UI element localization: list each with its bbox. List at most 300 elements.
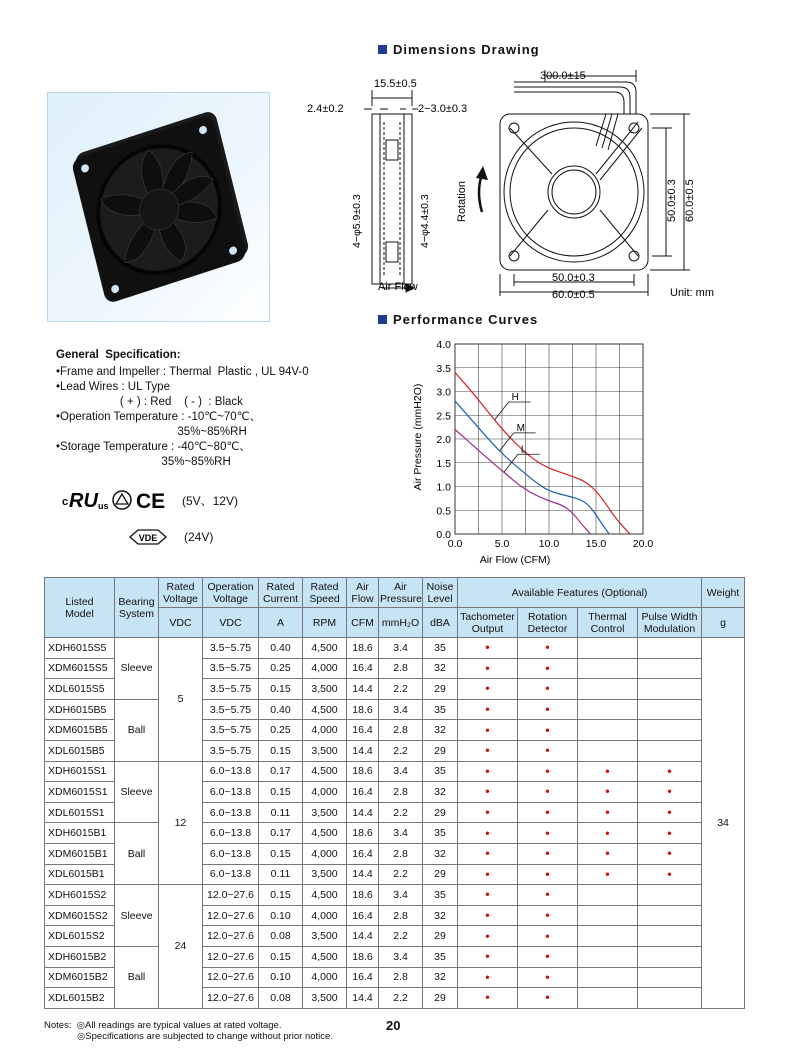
cell-feat-tacho — [458, 720, 518, 741]
cell-air-flow: 18.6 — [347, 946, 379, 967]
cell-rated-current: 0.10 — [259, 967, 303, 988]
feature-dot-icon: • — [485, 722, 490, 737]
cell-feat-tacho — [458, 864, 518, 885]
general-specification — [56, 348, 356, 470]
table-row — [45, 761, 745, 782]
cell-bearing: Sleeve — [115, 638, 159, 700]
th-unit-op-voltage: VDC — [203, 608, 259, 638]
feature-dot-icon: • — [667, 866, 672, 881]
th-feat-pwm: Pulse Width Modulation — [638, 608, 702, 638]
cell-rated-current: 0.17 — [259, 823, 303, 844]
square-bullet-icon — [378, 315, 387, 324]
th-feat-thermal: Thermal Control — [578, 608, 638, 638]
cell-air-pressure: 2.2 — [379, 926, 423, 947]
cell-rated-speed: 3,500 — [303, 988, 347, 1009]
cell-rated-speed: 3,500 — [303, 926, 347, 947]
feature-dot-icon: • — [545, 681, 550, 696]
cell-operation-voltage: 12.0~27.6 — [203, 905, 259, 926]
cell-rated-speed: 4,500 — [303, 885, 347, 906]
cell-feat-tacho — [458, 761, 518, 782]
chart-x-tick-label: 5.0 — [494, 538, 510, 550]
feature-dot-icon: • — [485, 640, 490, 655]
chart-y-tick-label: 0.0 — [436, 529, 451, 541]
cert-voltage-2: (24V) — [184, 530, 214, 544]
cell-feat-pwm — [638, 802, 702, 823]
cell-noise: 29 — [423, 679, 458, 700]
ul-ce-logos-icon — [62, 488, 172, 512]
cell-model: XDM6015B5 — [45, 720, 115, 741]
th-features: Available Features (Optional) — [458, 578, 702, 608]
feature-dot-icon: • — [485, 702, 490, 717]
chart-y-tick-label: 2.5 — [436, 410, 451, 423]
feature-dot-icon: • — [605, 784, 610, 799]
cell-rated-speed: 4,500 — [303, 823, 347, 844]
cell-rated-current: 0.08 — [259, 988, 303, 1009]
cell-air-flow: 14.4 — [347, 864, 379, 885]
cell-feat-rotation — [518, 802, 578, 823]
cell-rated-current: 0.15 — [259, 843, 303, 864]
cell-feat-thermal — [578, 885, 638, 906]
cell-feat-rotation — [518, 988, 578, 1009]
note-1: ◎All readings are typical values at rated voltage. — [76, 1020, 282, 1031]
cell-feat-rotation — [518, 658, 578, 679]
chart-y-tick-label: 1.5 — [436, 457, 451, 470]
cell-feat-thermal — [578, 843, 638, 864]
cell-feat-pwm — [638, 761, 702, 782]
feature-dot-icon: • — [485, 887, 490, 902]
cell-rated-current: 0.10 — [259, 905, 303, 926]
cell-rated-speed: 3,500 — [303, 864, 347, 885]
cell-feat-thermal — [578, 823, 638, 844]
cell-bearing: Ball — [115, 946, 159, 1008]
cell-noise: 29 — [423, 988, 458, 1009]
cell-rated-voltage: 5 — [159, 638, 203, 762]
cell-feat-pwm — [638, 823, 702, 844]
cell-noise: 35 — [423, 823, 458, 844]
cell-feat-tacho — [458, 885, 518, 906]
cell-air-pressure: 2.8 — [379, 843, 423, 864]
cell-feat-tacho — [458, 658, 518, 679]
cell-noise: 29 — [423, 864, 458, 885]
cell-air-pressure: 3.4 — [379, 638, 423, 659]
cell-air-pressure: 2.8 — [379, 905, 423, 926]
cell-rated-speed: 4,000 — [303, 843, 347, 864]
th-operation-voltage: Operation Voltage — [203, 578, 259, 608]
feature-dot-icon: • — [667, 846, 672, 861]
cell-model: XDL6015S5 — [45, 679, 115, 700]
th-unit-noise: dBA — [423, 608, 458, 638]
note-2: ◎Specifications are subjected to change without prior notice. — [77, 1031, 333, 1042]
th-unit-weight: g — [702, 608, 745, 638]
cell-feat-pwm — [638, 679, 702, 700]
cell-operation-voltage: 3.5~5.75 — [203, 638, 259, 659]
chart-series-line-M — [455, 401, 609, 534]
feature-dot-icon: • — [605, 866, 610, 881]
cell-feat-pwm — [638, 740, 702, 761]
feature-dot-icon: • — [545, 743, 550, 758]
cell-feat-pwm — [638, 638, 702, 659]
svg-text:CE: CE — [136, 490, 166, 512]
cell-air-pressure: 2.8 — [379, 658, 423, 679]
feature-dot-icon: • — [545, 846, 550, 861]
cell-feat-rotation — [518, 885, 578, 906]
spec-line: •Lead Wires : UL Type — [56, 381, 170, 393]
cell-air-pressure: 2.8 — [379, 782, 423, 803]
feature-dot-icon: • — [545, 928, 550, 943]
cell-air-flow: 18.6 — [347, 638, 379, 659]
cell-rated-current: 0.15 — [259, 946, 303, 967]
feature-dot-icon: • — [485, 743, 490, 758]
feature-dot-icon: • — [667, 825, 672, 840]
cell-model: XDL6015S1 — [45, 802, 115, 823]
cell-air-flow: 14.4 — [347, 802, 379, 823]
cell-model: XDM6015B1 — [45, 843, 115, 864]
cell-feat-thermal — [578, 864, 638, 885]
cell-noise: 35 — [423, 946, 458, 967]
svg-text:c: c — [62, 496, 69, 508]
dim-side-width: 15.5±0.5 — [374, 78, 417, 90]
cell-feat-thermal — [578, 988, 638, 1009]
dim-front-w2: 60.0±0.5 — [552, 289, 595, 301]
cell-noise: 35 — [423, 699, 458, 720]
cell-noise: 32 — [423, 782, 458, 803]
th-weight: Weight — [702, 578, 745, 608]
cell-rated-speed: 3,500 — [303, 740, 347, 761]
th-rated-current: Rated Current — [259, 578, 303, 608]
cell-rated-speed: 4,000 — [303, 658, 347, 679]
spec-line: •Storage Temperature : -40℃~80℃、 — [56, 441, 251, 453]
cell-rated-speed: 4,000 — [303, 967, 347, 988]
cell-air-flow: 16.4 — [347, 782, 379, 803]
cell-model: XDL6015B2 — [45, 988, 115, 1009]
table-row — [45, 638, 745, 659]
cell-feat-tacho — [458, 967, 518, 988]
dimensions-drawing — [300, 62, 740, 307]
feature-dot-icon: • — [545, 949, 550, 964]
cell-feat-tacho — [458, 905, 518, 926]
cell-rated-current: 0.11 — [259, 802, 303, 823]
cell-feat-thermal — [578, 967, 638, 988]
cell-bearing: Ball — [115, 699, 159, 761]
cell-air-pressure: 2.2 — [379, 988, 423, 1009]
cell-feat-rotation — [518, 761, 578, 782]
cell-model: XDH6015B1 — [45, 823, 115, 844]
feature-dot-icon: • — [545, 763, 550, 778]
cell-model: XDM6015S1 — [45, 782, 115, 803]
cell-noise: 35 — [423, 885, 458, 906]
cell-model: XDM6015S2 — [45, 905, 115, 926]
chart-label-leader — [495, 402, 509, 420]
cell-feat-pwm — [638, 988, 702, 1009]
cell-feat-pwm — [638, 864, 702, 885]
cell-model: XDH6015S5 — [45, 638, 115, 659]
cell-air-flow: 16.4 — [347, 720, 379, 741]
cell-feat-rotation — [518, 740, 578, 761]
cell-feat-rotation — [518, 823, 578, 844]
feature-dot-icon: • — [485, 825, 490, 840]
cell-air-pressure: 2.8 — [379, 720, 423, 741]
cell-feat-thermal — [578, 658, 638, 679]
cell-rated-current: 0.15 — [259, 885, 303, 906]
product-photo-frame — [47, 92, 270, 322]
notes-label: Notes: — [44, 1020, 72, 1031]
feature-dot-icon: • — [545, 887, 550, 902]
cell-rated-speed: 4,000 — [303, 782, 347, 803]
table-row — [45, 885, 745, 906]
cell-operation-voltage: 6.0~13.8 — [203, 761, 259, 782]
feature-dot-icon: • — [545, 640, 550, 655]
cell-feat-thermal — [578, 802, 638, 823]
th-unit-voltage: VDC — [159, 608, 203, 638]
feature-dot-icon: • — [545, 702, 550, 717]
spec-line: •Frame and Impeller : Thermal Plastic , UL 94V-0 — [56, 366, 309, 378]
cell-operation-voltage: 3.5~5.75 — [203, 679, 259, 700]
cell-air-pressure: 2.2 — [379, 864, 423, 885]
cell-rated-speed: 4,000 — [303, 905, 347, 926]
dimensions-section-title: Dimensions Drawing — [378, 42, 540, 57]
cell-feat-thermal — [578, 699, 638, 720]
cell-operation-voltage: 6.0~13.8 — [203, 782, 259, 803]
dim-side-left: 2.4±0.2 — [307, 103, 344, 115]
cell-operation-voltage: 6.0~13.8 — [203, 802, 259, 823]
feature-dot-icon: • — [485, 969, 490, 984]
footer-notes — [44, 1020, 333, 1042]
cell-feat-pwm — [638, 885, 702, 906]
rotation-arrow-icon — [479, 174, 482, 212]
cell-feat-thermal — [578, 679, 638, 700]
chart-x-tick-label: 20.0 — [632, 538, 654, 550]
cell-rated-speed: 4,000 — [303, 720, 347, 741]
cell-bearing: Sleeve — [115, 761, 159, 823]
cell-feat-tacho — [458, 802, 518, 823]
chart-series-label: L — [520, 444, 527, 456]
cell-feat-rotation — [518, 967, 578, 988]
dim-hole-right: 4−φ4.4±0.3 — [419, 194, 431, 248]
cell-operation-voltage: 3.5~5.75 — [203, 658, 259, 679]
feature-dot-icon: • — [605, 805, 610, 820]
chart-x-tick-label: 15.0 — [585, 538, 607, 550]
th-unit-speed: RPM — [303, 608, 347, 638]
cell-feat-thermal — [578, 926, 638, 947]
cell-feat-tacho — [458, 926, 518, 947]
cell-noise: 29 — [423, 802, 458, 823]
cell-noise: 32 — [423, 967, 458, 988]
table-row — [45, 946, 745, 967]
square-bullet-icon — [378, 45, 387, 54]
cell-air-flow: 18.6 — [347, 761, 379, 782]
table-row — [45, 823, 745, 844]
cell-feat-rotation — [518, 679, 578, 700]
feature-dot-icon: • — [545, 990, 550, 1005]
dim-lead-length: 300.0±15 — [540, 70, 586, 82]
cert-voltage-1: (5V、12V) — [182, 493, 239, 508]
specification-table — [44, 577, 745, 1009]
certification-row-2 — [128, 528, 213, 546]
cell-bearing: Ball — [115, 823, 159, 885]
cell-rated-current: 0.11 — [259, 864, 303, 885]
feature-dot-icon: • — [545, 660, 550, 675]
side-view — [364, 90, 418, 292]
air-flow-label: Air Flow — [378, 281, 418, 293]
cell-air-pressure: 3.4 — [379, 946, 423, 967]
feature-dot-icon: • — [485, 949, 490, 964]
cell-operation-voltage: 3.5~5.75 — [203, 699, 259, 720]
cell-air-flow: 14.4 — [347, 926, 379, 947]
cell-air-pressure: 2.8 — [379, 967, 423, 988]
cell-air-flow: 18.6 — [347, 885, 379, 906]
cell-noise: 32 — [423, 843, 458, 864]
feature-dot-icon: • — [605, 846, 610, 861]
cell-operation-voltage: 12.0~27.6 — [203, 885, 259, 906]
cell-operation-voltage: 6.0~13.8 — [203, 823, 259, 844]
chart-y-tick-label: 3.0 — [436, 386, 451, 399]
feature-dot-icon: • — [485, 763, 490, 778]
cell-feat-tacho — [458, 988, 518, 1009]
svg-text:us: us — [98, 501, 109, 511]
feature-dot-icon: • — [545, 969, 550, 984]
chart-y-tick-label: 1.0 — [436, 481, 451, 494]
th-unit-current: A — [259, 608, 303, 638]
cell-feat-thermal — [578, 782, 638, 803]
th-feat-tacho: Tachometer Output — [458, 608, 518, 638]
feature-dot-icon: • — [485, 846, 490, 861]
dim-front-w1: 50.0±0.3 — [552, 272, 595, 284]
cell-feat-rotation — [518, 926, 578, 947]
cell-feat-rotation — [518, 864, 578, 885]
cell-feat-pwm — [638, 782, 702, 803]
cell-model: XDH6015B5 — [45, 699, 115, 720]
unit-label: Unit: mm — [670, 287, 714, 299]
cell-noise: 29 — [423, 740, 458, 761]
spec-line: •Operation Temperature : -10℃~70℃、 — [56, 411, 262, 423]
cell-air-flow: 16.4 — [347, 967, 379, 988]
cell-feat-tacho — [458, 823, 518, 844]
cell-rated-voltage: 24 — [159, 885, 203, 1009]
cell-air-pressure: 2.2 — [379, 740, 423, 761]
cell-feat-thermal — [578, 946, 638, 967]
cell-rated-current: 0.15 — [259, 740, 303, 761]
cell-model: XDH6015B2 — [45, 946, 115, 967]
page-number: 20 — [386, 1018, 401, 1033]
cell-air-flow: 16.4 — [347, 658, 379, 679]
chart-x-tick-label: 0.0 — [447, 538, 463, 550]
cell-noise: 35 — [423, 638, 458, 659]
chart-y-tick-label: 3.5 — [436, 362, 451, 375]
feature-dot-icon: • — [485, 866, 490, 881]
cell-rated-speed: 4,500 — [303, 761, 347, 782]
cell-air-flow: 14.4 — [347, 988, 379, 1009]
th-air-pressure: Air Pressure — [379, 578, 423, 608]
th-noise: Noise Level — [423, 578, 458, 608]
cell-feat-thermal — [578, 720, 638, 741]
cell-feat-rotation — [518, 905, 578, 926]
cell-rated-current: 0.40 — [259, 638, 303, 659]
cell-noise: 35 — [423, 761, 458, 782]
cell-air-pressure: 3.4 — [379, 699, 423, 720]
cell-feat-tacho — [458, 843, 518, 864]
cell-rated-speed: 3,500 — [303, 679, 347, 700]
cell-feat-tacho — [458, 699, 518, 720]
cell-operation-voltage: 3.5~5.75 — [203, 740, 259, 761]
cell-feat-thermal — [578, 761, 638, 782]
feature-dot-icon: • — [545, 825, 550, 840]
cell-feat-pwm — [638, 926, 702, 947]
cell-feat-rotation — [518, 699, 578, 720]
chart-y-tick-label: 0.5 — [436, 505, 451, 518]
cell-air-pressure: 3.4 — [379, 823, 423, 844]
cell-feat-pwm — [638, 699, 702, 720]
feature-dot-icon: • — [485, 784, 490, 799]
cell-rated-current: 0.25 — [259, 658, 303, 679]
cell-noise: 29 — [423, 926, 458, 947]
cell-operation-voltage: 12.0~27.6 — [203, 946, 259, 967]
cell-feat-pwm — [638, 905, 702, 926]
cell-air-flow: 18.6 — [347, 699, 379, 720]
feature-dot-icon: • — [485, 660, 490, 675]
feature-dot-icon: • — [485, 805, 490, 820]
svg-text:VDE: VDE — [138, 533, 158, 543]
feature-dot-icon: • — [545, 908, 550, 923]
cell-feat-tacho — [458, 782, 518, 803]
front-view — [500, 70, 690, 296]
svg-text:RU: RU — [69, 490, 98, 512]
chart-y-tick-label: 4.0 — [436, 339, 451, 351]
cell-noise: 32 — [423, 905, 458, 926]
cell-bearing: Sleeve — [115, 885, 159, 947]
cell-operation-voltage: 12.0~27.6 — [203, 926, 259, 947]
cell-model: XDL6015S2 — [45, 926, 115, 947]
cell-rated-speed: 4,500 — [303, 638, 347, 659]
cell-feat-pwm — [638, 967, 702, 988]
cell-feat-rotation — [518, 720, 578, 741]
cell-model: XDM6015S5 — [45, 658, 115, 679]
cell-air-flow: 18.6 — [347, 823, 379, 844]
table-row — [45, 699, 745, 720]
th-unit-pressure: mmH₂O — [379, 608, 423, 638]
th-unit-flow: CFM — [347, 608, 379, 638]
cell-rated-current: 0.08 — [259, 926, 303, 947]
cell-operation-voltage: 6.0~13.8 — [203, 843, 259, 864]
feature-dot-icon: • — [485, 681, 490, 696]
chart-series-label: H — [511, 392, 519, 403]
feature-dot-icon: • — [605, 763, 610, 778]
cell-air-flow: 16.4 — [347, 905, 379, 926]
cell-feat-rotation — [518, 638, 578, 659]
cell-feat-pwm — [638, 946, 702, 967]
chart-x-axis-label: Air Flow (CFM) — [479, 554, 551, 566]
cell-feat-tacho — [458, 638, 518, 659]
cell-feat-tacho — [458, 946, 518, 967]
certification-row-1 — [62, 488, 238, 512]
cell-feat-rotation — [518, 782, 578, 803]
cell-feat-pwm — [638, 720, 702, 741]
cell-operation-voltage: 12.0~27.6 — [203, 967, 259, 988]
cell-rated-current: 0.40 — [259, 699, 303, 720]
chart-x-tick-label: 10.0 — [538, 538, 560, 550]
feature-dot-icon: • — [667, 763, 672, 778]
cell-air-pressure: 3.4 — [379, 885, 423, 906]
spec-line: 35%~85%RH — [56, 456, 231, 468]
dim-hole-left: 4−φ5.9±0.3 — [351, 194, 363, 248]
spec-line: 35%~85%RH — [56, 426, 247, 438]
feature-dot-icon: • — [545, 784, 550, 799]
cell-air-pressure: 2.2 — [379, 802, 423, 823]
cell-air-flow: 14.4 — [347, 679, 379, 700]
chart-series-label: M — [516, 422, 525, 434]
dim-front-h1: 50.0±0.3 — [666, 179, 678, 222]
feature-dot-icon: • — [485, 990, 490, 1005]
cell-rated-speed: 3,500 — [303, 802, 347, 823]
